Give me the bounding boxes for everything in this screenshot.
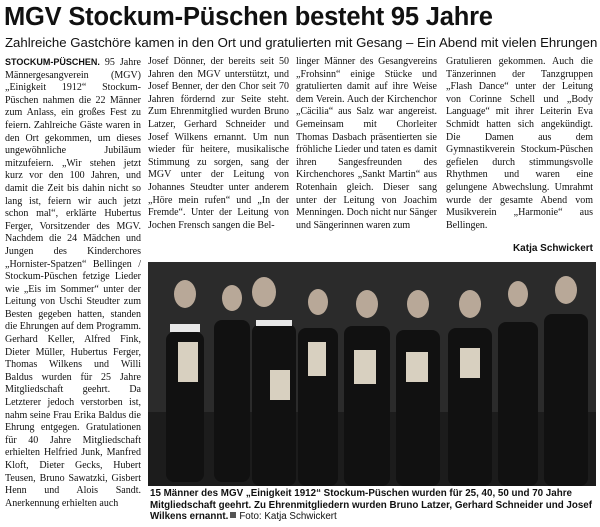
group-photo-illustration [148, 262, 596, 486]
square-bullet-icon [230, 512, 236, 518]
photo-credit: Foto: Katja Schwickert [239, 511, 337, 522]
article-column-1 [5, 56, 141, 526]
headline: MGV Stockum-Püschen besteht 95 Jahre [4, 3, 493, 31]
dateline: STOCKUM-PÜSCHEN. [5, 57, 100, 67]
group-photo [148, 262, 596, 486]
author-byline: Katja Schwickert [512, 243, 593, 254]
body-text-col1: 95 Jahre Männergesangverein (MGV) „Einigkeit 1912“ Stockum-Püschen nahmen die 22 Männer zum Anlass, ein großes Fest zu feiern. Zahlreiche Gäste waren in den Ort gekommen, um dieses ungewöhnliche Jubiläum mitzufeiern. „Wir stehen jetzt kurz vor den 100 Jahren, und damit die Zeit bis dahin nicht so lang ist, feiern wir auch jetzt schon mal“, erklärte Hubertus Ferger, Vorsitzender des MGV. Nachdem die 24 Mädchen und Jungen des Kinderchores „Hornister-Spatzen“ Bellingen / Stockum-Püschen fetzige Lieder wie „Eis im Sommer“ unter der Leitung von Uschi Steudter zum Besten gegeben hatten, standen die Ehrungen auf dem Programm. Gerhard Keller, Alfred Fink, Dieter Müller, Hubertus Ferger, Thomas Wilkens und Willi Baldus wurden für 25 Jahre Mitgliedschaft geehrt. Da Letzterer jedoch verstorben ist, nahm seine Frau Erika Baldus die Ehrung entgegen. Gratulationen für 40 Jahre Mitgliedschaft erhielten Helfried Junk, Manfred Kloft, Dieter Gecks, Hubert Teusen, Bruno Sawatzki, Gisbert Henn und Alois Sandt. Anerkennung erhielten auch [5, 57, 141, 509]
body-text-col2: Josef Dönner, der bereits seit 50 Jahren den MGV unterstützt, und Josef Benner, der den Chor seit 70 Jahren fördernd zur Seite steht. Zum Ehrenmitglied wurden Bruno Latzer, Gerhard Schneider und Josef Wilkens ernannt. Um nun wieder für heitere, musikalische Stimmung zu sorgen, sang der MGV unter der Leitung von Johannes Steudter unter anderem „Höre mein rufen“ und „In der Fremde“. Unter der Leitung von Jochen Frensch sangen die Bel- [148, 56, 289, 231]
body-text-col4: Gratulieren gekommen. Auch die Tänzerinnen der Tanzgruppen „Flash Dance“ unter der Leitung von Corinne Schell und „Body Language“ mit ihrer Leiterin Eva Schmidt hatten sich angekündigt. Die Damen aus dem Gymnastikverein Stockum-Püschen gefielen durch stimmungsvolle Rhythmen und waren eine gelungene Abwechslung. Umrahmt wurde der gesamte Abend vom Musikverein „Harmonie“ aus Bellingen. [446, 56, 593, 231]
subheadline: Zahlreiche Gastchöre kamen in den Ort und gratulierten mit Gesang – Ein Abend mit vielen Ehrungen [5, 35, 598, 50]
article-column-2 [148, 56, 289, 246]
photo-caption [150, 488, 596, 523]
body-text-col3: linger Männer des Gesangvereins „Frohsinn“ einige Stücke und gratulierten damit auf ihre Weise dem Verein. Auch der Kirchenchor „Cäcilia“ aus Salz war angereist. Gemeinsam mit Chorleiter Thomas Dasbach präsentierten sie fröhliche Lieder und taten es damit ihren Sangesfreunden des Kirchenchores „Sankt Martin“ aus Rotenhain gleich. Dieser sang unter der Leitung von Joachim Menningen. Doch nicht nur Sänger und Sängerinnen waren zum [296, 56, 437, 231]
article-column-3 [296, 56, 437, 246]
caption-text: 15 Männer des MGV „Einigkeit 1912“ Stockum-Püschen wurden für 25, 40, 50 und 70 Jahre Mitgliedschaft geehrt. Zu Ehrenmitgliedern wurden Bruno Latzer, Gerhard Schneider und Josef Wilkens ernannt. [150, 488, 593, 522]
article-column-4 [446, 56, 593, 246]
